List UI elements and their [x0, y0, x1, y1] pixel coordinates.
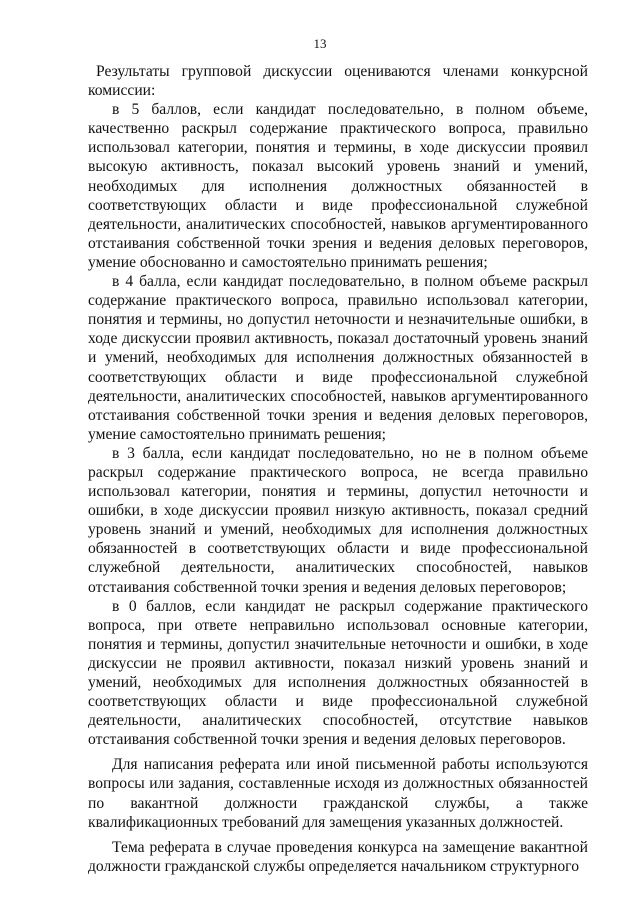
document-body: [88, 62, 588, 876]
paragraph-score-3: в 3 балла, если кандидат последовательно, но не в полном объеме раскрыл содержание практического вопроса, не всегда правильно использовал категории, понятия и термины, допустил неточности и ошибки, в ходе дискуссии проявил низкую активность, показал средний уровень знаний и умений, необходимых для исполнения должностных обязанностей в соответствующих области и виде профессиональной служебной деятельности, аналитических способностей, навыков отстаивания собственной точки зрения и ведения деловых переговоров;: [88, 444, 588, 596]
paragraph-score-0: в 0 баллов, если кандидат не раскрыл содержание практического вопроса, при ответе неправильно использовал основные категории, понятия и термины, допустил значительные неточности и ошибки, в ходе дискуссии не проявил активности, показал низкий уровень знаний и умений, необходимых для исполнения должностных обязанностей в соответствующих области и виде профессиональной служебной деятельности, аналитических способностей, отсутствие навыков отстаивания собственной точки зрения и ведения деловых переговоров.: [88, 597, 588, 749]
paragraph-essay-questions: Для написания реферата или иной письменной работы используются вопросы или задания, составленные исходя из должностных обязанностей по вакантной должности гражданской службы, а также квалификационных требований для замещения указанных должностей.: [88, 756, 588, 831]
paragraph-score-5: в 5 баллов, если кандидат последовательно, в полном объеме, качественно раскрыл содержание практического вопроса, правильно использовал категории, понятия и термины, в ходе дискуссии проявил высокую активность, показал высокий уровень знаний и умений, необходимых для исполнения должностных обязанностей в соответствующих области и виде профессиональной служебной деятельности, аналитических способностей, навыков аргументированного отстаивания собственной точки зрения и ведения деловых переговоров, умение обоснованно и самостоятельно принимать решения;: [88, 101, 588, 271]
paragraph-essay-topic: Тема реферата в случае проведения конкурса на замещение вакантной должности гражданской службы определяется начальником структурного: [88, 838, 588, 875]
paragraph-intro: Результаты групповой дискуссии оцениваются членами конкурсной комиссии:: [88, 63, 588, 100]
page-number: 13: [313, 36, 327, 51]
paragraph-score-4: в 4 балла, если кандидат последовательно, в полном объеме раскрыл содержание практического вопроса, правильно использовал категории, понятия и термины, но допустил неточности и незначительные ошибки, в ходе дискуссии проявил активность, показал достаточный уровень знаний и умений, необходимых для исполнения должностных обязанностей в соответствующих области и виде профессиональной служебной деятельности, аналитических способностей, навыков аргументированного отстаивания собственной точки зрения и ведения деловых переговоров, умение самостоятельно принимать решения;: [88, 273, 588, 443]
